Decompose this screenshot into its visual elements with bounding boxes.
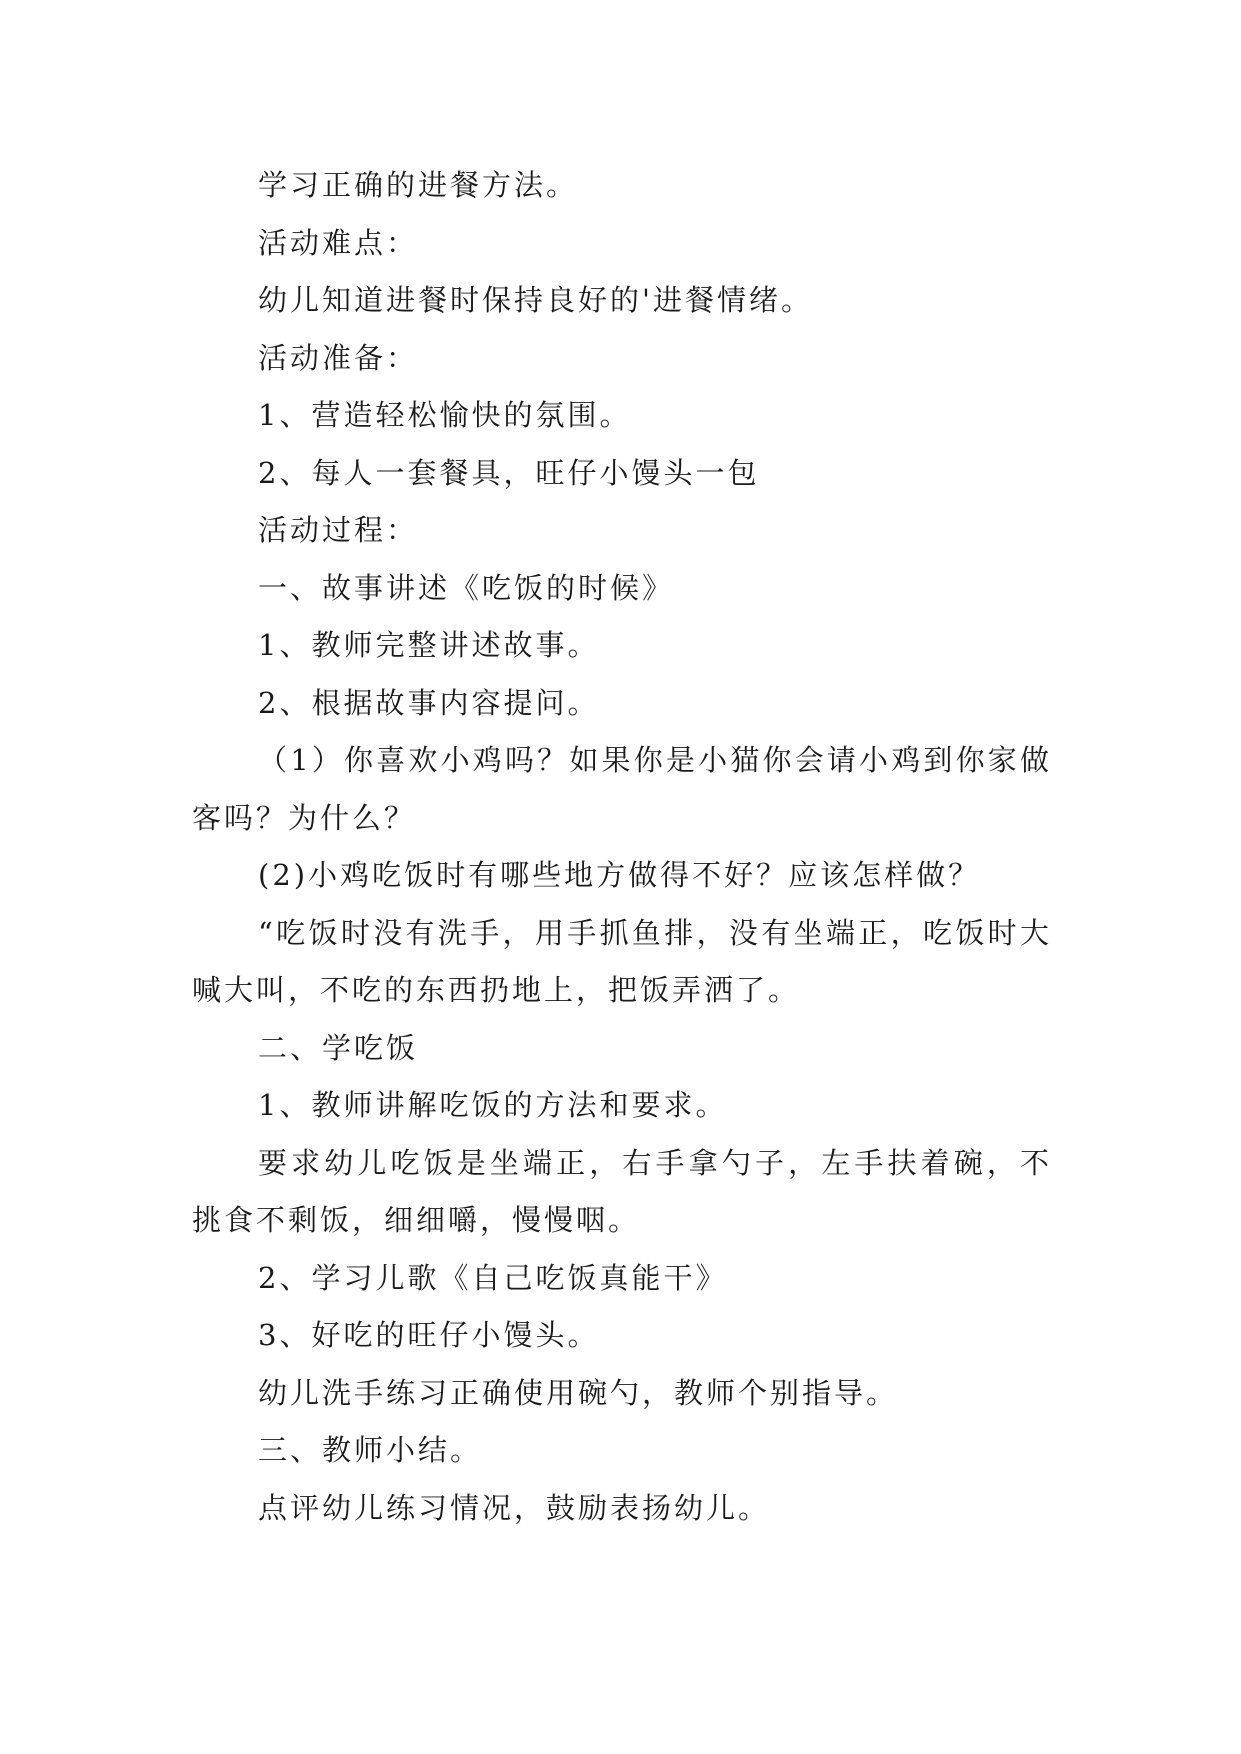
subsection-heading: 一、故事讲述《吃饭的时候》 — [258, 570, 675, 605]
paragraph: 点评幼儿练习情况，鼓励表扬幼儿。 — [258, 1490, 771, 1525]
paragraph: 幼儿洗手练习正确使用碗勺，教师个别指导。 — [258, 1375, 899, 1410]
quote-paragraph: “吃饭时没有洗手，用手抓鱼排，没有坐端正，吃饭时大喊大叫，不吃的东西扔地上，把饭弄洒了。 — [192, 915, 1052, 1007]
section-heading: 活动难点： — [258, 225, 419, 260]
question-paragraph: (2)小鸡吃饭时有哪些地方做得不好？应该怎样做？ — [258, 858, 981, 892]
section-heading: 活动准备： — [258, 340, 419, 375]
list-item: 1、营造轻松愉快的氛围。 — [258, 398, 632, 432]
subsection-heading: 二、学吃饭 — [258, 1030, 419, 1065]
list-item: 2、每人一套餐具，旺仔小馒头一包 — [258, 455, 760, 490]
paragraph: 学习正确的进餐方法。 — [258, 168, 579, 202]
document-body — [192, 157, 1052, 1537]
list-item: 2、学习儿歌《自己吃饭真能干》 — [258, 1260, 728, 1295]
subsection-heading: 三、教师小结。 — [258, 1433, 483, 1467]
list-item: 2、根据故事内容提问。 — [258, 685, 600, 720]
question-paragraph: （1）你喜欢小鸡吗？如果你是小猫你会请小鸡到你家做客吗？为什么？ — [192, 743, 1052, 835]
paragraph: 幼儿知道进餐时保持良好的'进餐情绪。 — [258, 283, 813, 317]
list-item: 1、教师讲解吃饭的方法和要求。 — [258, 1088, 728, 1122]
list-item: 3、好吃的旺仔小馒头。 — [258, 1318, 600, 1352]
section-heading: 活动过程： — [258, 513, 419, 547]
paragraph: 要求幼儿吃饭是坐端正，右手拿勺子，左手扶着碗，不挑食不剩饭，细细嚼，慢慢咽。 — [192, 1145, 1052, 1237]
list-item: 1、教师完整讲述故事。 — [258, 628, 600, 662]
